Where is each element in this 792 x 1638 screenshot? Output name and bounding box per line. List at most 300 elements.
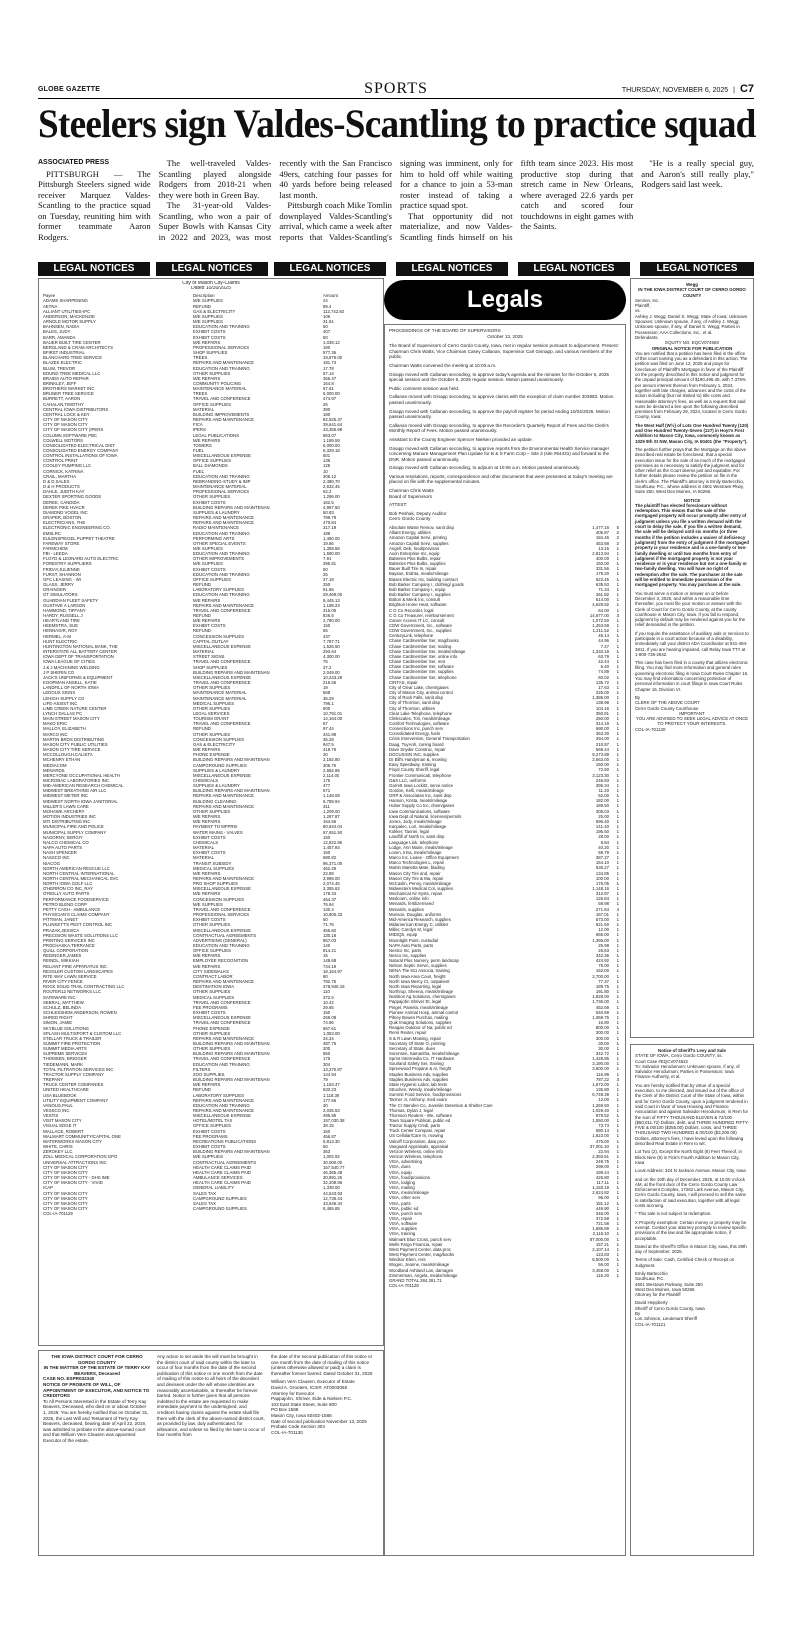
proceedings-claim-count: 1 (616, 818, 619, 824)
proceedings-claim-count: 1 (616, 1257, 619, 1263)
claims-payee: BAHNSEN, NADIA (43, 324, 80, 330)
wegg-party: Plaintiff, (635, 303, 651, 309)
claims-amount: 175 (323, 1056, 331, 1062)
claims-description: MATERIAL (193, 406, 215, 412)
proceedings-claim-count: 1 (616, 1236, 619, 1242)
proceedings-claim-count: 1 (616, 617, 619, 623)
claims-amount: 25 (323, 571, 328, 577)
claims-amount: 863.07 (323, 432, 337, 438)
claims-payee: COOLEY PUMPING LLC (43, 463, 92, 469)
claims-payee: LEHIGH SUPPLY CO (43, 695, 85, 701)
claims-description: EDUCATION AND TRAINING (193, 324, 250, 330)
proceedings-claim-count: 1 (616, 628, 619, 634)
claims-payee: SCHLESSHEM ANDERSON, ROWEN (43, 1010, 117, 1016)
proceedings-claim-count: 1 (616, 860, 619, 866)
proceedings-claim-count: 1 (616, 592, 619, 598)
proceedings-claim-amount: 45.14 (598, 633, 609, 639)
proceedings-claim-count: 1 (616, 1056, 619, 1062)
claims-amount: 61.66 (323, 587, 334, 593)
claims-amount: 1,287.87 (323, 814, 340, 820)
claims-description: M/E REPAIRS (193, 618, 221, 624)
proceedings-claim-vendor: Moonlight Point, custodial (389, 937, 438, 943)
page-number: C7 (739, 83, 754, 95)
proceedings-claim-count: 1 (616, 1190, 619, 1196)
sheriff-deputy: Lon Johnson, Lieutenant Sheriff (635, 1316, 697, 1322)
proceedings-claim-amount: 396.34 (595, 782, 609, 788)
proceedings-claim-count: 1 (616, 927, 619, 933)
claims-description: M/E SUPPLIES (193, 319, 223, 325)
claims-payee: QUILL CORPORATION (43, 948, 89, 954)
claims-amount: 29,469.00 (323, 592, 343, 598)
proceedings-paragraph: Assistant to the County Engineer Spencer Nielsen provided an update. (389, 436, 533, 442)
proceedings-claim-amount: 64.00 (598, 607, 609, 613)
claims-amount: 50 (323, 324, 328, 330)
proceedings-claim-vendor: Chase Cardmember Ser, online info (389, 653, 458, 659)
claims-payee: MASON CITY PUBLIC UTILITIES (43, 741, 108, 747)
proceedings-claim-vendor: VISA, repair (389, 1215, 413, 1221)
claims-payee: ROCK SOLID TRAIL CONTRACTING LLC (43, 984, 125, 990)
claims-payee: CITY OF MASON CITY (43, 422, 88, 428)
claims-payee: BERGLAND & CRAM ARCHITECTS (43, 344, 113, 350)
claims-payee: INTERSTATE ALL BATTERY CENTER (43, 649, 117, 655)
claims-amount: 826.5 (323, 613, 334, 618)
proceedings-claim-vendor: McCaslin, Penny, meals/mileage (389, 880, 452, 886)
claims-payee: BRUNER TREE SERVICE (43, 391, 94, 397)
claims-payee: MOTION INDUSTRIES INC (43, 814, 96, 820)
proceedings-claim-count: 1 (616, 932, 619, 938)
claims-description: CAMPGROUND SUPPLIES (193, 1205, 247, 1211)
claims-amount: 390 (323, 406, 331, 412)
claims-payee: TOTAL FILTRATION SERVICES INC (43, 1066, 114, 1072)
claims-payee: CAHALAN,TIMOTHY (43, 401, 84, 407)
claims-amount: 215.56 (323, 680, 337, 686)
proceedings-claim-vendor: Truck Center Compani, repair (389, 1128, 446, 1134)
proceedings-claim-amount: 2,107.14 (592, 1246, 609, 1252)
claims-amount: 76.94 (323, 901, 334, 907)
claims-amount: 1,358.58 (323, 545, 340, 551)
claims-payee: PRAZAK,JESSICA (43, 927, 80, 933)
proceedings-claim-vendor: Town Square Publicat, public ed (389, 1118, 451, 1123)
proceedings-claim-amount: 271.64 (595, 906, 609, 912)
claims-amount: 2,035.53 (323, 1108, 340, 1113)
proceedings-claim-vendor: Thomson Reuters - We, software (389, 1112, 452, 1118)
claims-description: REPAIRS AND MAINTENANCE (193, 793, 255, 799)
claims-amount: 2,074.46 (323, 881, 340, 887)
proceedings-claim-amount: 189.75 (595, 983, 609, 989)
claims-payee: HERMEL, A-M (43, 633, 71, 639)
proceedings-claim-vendor: Nutrition Ag Solutions, chem/gases (389, 994, 456, 1000)
claims-payee: MIDWEST METER INC (43, 793, 89, 799)
claims-payee: HAMMOND, TIFFANY (43, 607, 86, 613)
sheriff-body: Terms of Sale: Cash, Certified Check or Receipt on Judgment. (635, 1257, 735, 1268)
claims-description: COMMUNITY POLICING (193, 380, 242, 386)
proceedings-claim-vendor: Brighton Home Heat, software (389, 602, 447, 608)
claims-payee: MALLOY, ELIZABETH (43, 726, 86, 732)
proceedings-claim-vendor: GRP & Associates Inc, sanit disp (389, 793, 452, 799)
claims-payee: DEREE, CANDIDA (43, 499, 80, 505)
claims-description: MISCELLANEOUS EXPENSE (193, 1015, 252, 1021)
claims-payee: PETTY CASH - AMBULANCE (43, 906, 101, 912)
proceedings-sign: Chairman Chris Watts (389, 488, 434, 494)
claims-payee: MERCYONE OCCUPATIONAL HEALTH (43, 772, 120, 778)
article-paragraph: The 31-year-old Valdes-Scantling, who won a pair of Super Bowls with Kansas City in 2022 and 2023, was most recently with the San Francisco 49ers, catching four passes for 40 yards before being released last month. (158, 158, 392, 242)
wegg-body: This case has been filed in a county that utilizes electronic filing. You may find more information and general rules governing electronic filing in Iowa Court Rules Chapter 16. You may find information concerning protection of personal information in court filings in Iowa Court Rules Chapter 16, Division VI. (635, 660, 749, 692)
proceedings-claim-count: 1 (616, 736, 619, 742)
claims-description: M/E REPAIRS (193, 339, 221, 345)
proceedings-claim-amount: 72.60 (598, 767, 609, 773)
claims-description: HEALTH CARE CLAIMS PAID (193, 1164, 251, 1170)
proceedings-claim-count: 1 (616, 1081, 619, 1087)
proceedings-claim-count: 5 (616, 525, 619, 531)
proceedings-claim-count: 1 (616, 1030, 619, 1036)
proceedings-claim-amount: 372.58 (595, 1215, 609, 1221)
proceedings-claim-count: 1 (616, 1025, 619, 1031)
sheriff-body: X Property exemption: Certain money or property may be exempt. Contact your attorney promptly to review specific provisions of the law and file appropriate notice, if acceptable. (635, 1219, 747, 1241)
estate-col (271, 1354, 379, 1552)
claims-description: CAMPGROUND SUPPLIES (193, 762, 247, 768)
proceedings-claim-amount: 1,069.75 (592, 1014, 609, 1020)
sheriff-body: Local Address: 324 N Jackson Avenue, Mason City, Iowa (635, 1168, 746, 1174)
claims-amount: 67.81 (323, 386, 334, 392)
claims-amount: 31.51 (323, 319, 334, 325)
claims-amount: 10,805.33 (323, 912, 343, 918)
claims-description: DESTINATION IOWA (193, 984, 235, 990)
proceedings-claim-vendor: West Payment Center, data proc (389, 1246, 452, 1252)
claims-amount: 1,296.00 (323, 494, 340, 500)
proceedings-claim-vendor: VISA, food/provisions (389, 1174, 431, 1180)
claims-payee: CENTRAL LOCK & KEY (43, 411, 90, 417)
claims-payee: IOWA LEAGUE OF CITIES (43, 659, 95, 665)
proceedings-claim-vendor: Comfort Technologies, software (389, 720, 450, 726)
proceedings-claim-count: 1 (616, 772, 619, 778)
proceedings-claim-count: 1 (616, 953, 619, 958)
claims-payee: TRACTOR SUPPLY COMPANY (43, 1071, 105, 1077)
claims-amount: 577.36 (323, 350, 337, 356)
claims-amount: 2,780.00 (323, 618, 340, 624)
proceedings-claim-count: 1 (616, 1040, 619, 1046)
proceedings-claim-vendor: Clear Lake Telephone, telephone (389, 710, 452, 716)
proceedings-claim-amount: 184.46 (595, 535, 609, 541)
proceedings-claim-amount: 1,550.00 (592, 1118, 609, 1123)
proceedings-claim-vendor: NENA The 911 Associa, training (389, 968, 450, 974)
proceedings-claim-vendor: CINTAS, repair (389, 679, 418, 685)
claims-amount: 341.89 (323, 731, 337, 737)
proceedings-claim-vendor: Midwestern Medical Cor, supplies (389, 885, 454, 891)
claims-description: REPAIRS AND MAINTENANCE (193, 520, 255, 526)
claims-payee: COLWELL MOTORS (43, 437, 84, 443)
proceedings-claim-amount: 14,677.00 (589, 612, 609, 618)
proceedings-claim-amount: 100.00 (595, 875, 609, 881)
claims-payee: BRINKLEY, JEFF (43, 380, 77, 386)
wegg-sign: Cerro Gordo County Courthouse (635, 705, 699, 711)
claims-amount: 144.94 (323, 1071, 337, 1077)
proceedings-claim-amount: 1,477.16 (592, 525, 609, 531)
article-paragraph: Pittsburgh coach Mike Tomlin downplayed Valdes-Scantling's arrival, which came a week after reports that Valdes-Scantling's signing was imminent, only for him to hold off while waiting for a chance to join a 53-man roster instead of taking a practice squad spot. (279, 158, 513, 242)
proceedings-claim-amount: 2,624.82 (592, 1190, 609, 1196)
claims-payee: NORTH CENTRAL INTERNATIONAL (43, 870, 115, 876)
proceedings-claim-amount: 3,458.00 (592, 1267, 609, 1273)
proceedings-claim-amount: 3,123.30 (592, 772, 609, 778)
proceedings-claim-count: 1 (616, 978, 619, 984)
proceedings-claim-amount: 690.00 (595, 726, 609, 732)
proceedings-claim-vendor: C G Co Treasurer, reimbursement (389, 612, 454, 618)
proceedings-claim-count: 1 (616, 659, 619, 665)
claims-description: EDUCATION AND TRAINING (193, 473, 250, 479)
claims-payee: ADAMS SHARPENING (43, 298, 88, 304)
claims-description: M/E SUPPLIES (193, 561, 223, 567)
proceedings-claim-amount: 640.69 (595, 1009, 609, 1015)
proceedings-claim-amount: 345.00 (595, 1210, 609, 1216)
proceedings-claim-vendor: Renn Rexter, repair (389, 1030, 427, 1036)
claims-amount: 1,148.08 (323, 793, 340, 799)
claims-payee: COLUMN SOFTWARE PBC (43, 432, 98, 438)
claims-description: FILTERS (193, 1066, 211, 1072)
proceedings-claim-count: 1 (616, 679, 619, 685)
proceedings-claim-vendor: Consolidated Energy, fuels (389, 731, 441, 737)
legal-notices-header: LEGAL NOTICES (38, 262, 150, 276)
proceedings-claim-count: 1 (616, 674, 619, 680)
claims-description: EXHIBIT COSTS (193, 1144, 226, 1150)
claims-amount: 25 (323, 401, 328, 407)
claims-amount: 24 (323, 298, 328, 304)
claims-amount: 79 (323, 1077, 328, 1083)
claims-description: M/E REPAIRS (193, 870, 221, 876)
claims-payee: O'HERRON CO INC, RAY (43, 886, 93, 892)
proceedings-claim-count: 1 (616, 942, 619, 948)
proceedings-claim-amount: 152.00 (595, 968, 609, 974)
claims-payee: DEREK PIKE HVACR (43, 504, 85, 510)
claims-amount: 57,651.50 (323, 829, 343, 835)
proceedings-claim-vendor: North Iowa Mercy Ct, outpatient (389, 978, 450, 984)
claims-description: OTHER SUPPLIES (193, 989, 231, 995)
proceedings-claim-vendor: City of Clear Lake, chem/gases (389, 684, 449, 690)
claims-amount: 10,243.29 (323, 674, 343, 680)
claims-payee: SKYBLUE SOLUTIONS (43, 1025, 89, 1031)
claims-payee: MID-AMERICAN RESEARCH CHEMICAL (43, 783, 124, 789)
claims-amount: 792.75 (323, 979, 337, 985)
proceedings-claim-count: 1 (616, 1107, 619, 1113)
wegg-footer: COL-IA-701130 (635, 726, 666, 732)
proceedings-claim-vendor: Chase Cardmember Ser, mag/books (389, 638, 459, 644)
claims-amount: 395.81 (323, 561, 337, 567)
claims-description: EXHIBIT COSTS (193, 499, 226, 505)
claims-description: REPAIRS AND MAINTENANCE (193, 1108, 255, 1113)
proceedings-claim-amount: 1,672.00 (592, 1081, 609, 1087)
claims-payee: CITY OF MASON CITY (43, 1195, 88, 1201)
claims-amount: 82,925.37 (323, 417, 343, 423)
claims-payee: WHITE, CHRIS (43, 1144, 73, 1150)
claims-payee: DEXTER SPORTING GOODS (43, 494, 102, 500)
claims-payee: ARNOLD MOTOR SUPPLY (43, 319, 96, 325)
proceedings-claim-vendor: Clinkscales, Tori, meals/mileage (389, 715, 451, 721)
claims-payee: FARMCHEM (43, 545, 68, 551)
claims-description: EDUCATION AND TRAINING (193, 530, 250, 536)
proceedings-claim-vendor: Alliant Energy, utilities (389, 530, 431, 536)
claims-amount: 50 (323, 334, 328, 340)
claims-description: MAINTENANCE MATERIAL (193, 386, 247, 392)
proceedings-claim-amount: 6,749.39 (592, 1092, 609, 1098)
claims-payee: NAGORNY, SERGIY (43, 834, 83, 840)
claims-payee: SPLASH MULTISPORT & CUSTOM LLC (43, 1030, 122, 1036)
claims-payee: SUPREME SERVICES (43, 1051, 88, 1057)
proceedings-claim-vendor: VISA, advertising (389, 1159, 422, 1165)
claims-amount: 200 (323, 1046, 331, 1052)
claims-payee: MEDIACOM (43, 762, 67, 768)
claims-amount: 80,844.04 (323, 824, 343, 830)
claims-payee: CITY OF MASON CITY (43, 1200, 88, 1206)
claims-amount: 1,199.59 (323, 437, 340, 443)
claims-amount: 378,945.18 (323, 984, 345, 990)
claims-description: OFFICE SUPPLIES (193, 401, 231, 407)
proceedings-claim-count: 3 (616, 612, 619, 618)
proceedings-claim-amount: 52.00 (598, 793, 609, 799)
proceedings-claim-vendor: Wogen, Jeanne, meals/mileage (389, 1262, 450, 1268)
claims-payee: CITY OF MASON CITY (43, 1169, 88, 1175)
claims-amount: 188 (323, 530, 331, 536)
claims-description: CONCESSION SUPPLIES (193, 736, 245, 742)
proceedings-claim-count: 1 (616, 597, 619, 603)
claims-payee: GUSTAVE A LARSON (43, 602, 86, 608)
proceedings-claim-count: 1 (616, 793, 619, 799)
claims-amount: 19 (323, 685, 328, 691)
claims-amount: 46,365.48 (323, 1169, 343, 1175)
claims-description: MEDICAL SUPPLIES (193, 865, 235, 871)
claims-description: M/E SUPPLIES (193, 901, 223, 907)
proceedings-claim-amount: 568.44 (595, 746, 609, 752)
claims-description: LABORATORY SUPPLIES (193, 1092, 245, 1098)
claims-amount: 456.87 (323, 1133, 337, 1139)
claims-payee: GLASS, JERRY (43, 582, 74, 588)
claims-description: MAINTENANCE MATERIAL (193, 690, 247, 696)
claims-payee: FRIDAY,JULIENNE (43, 566, 80, 572)
legal-notices-header: LEGAL NOTICES (156, 262, 268, 276)
proceedings-claim-count: 1 (616, 937, 619, 943)
proceedings-claim-count: 1 (616, 1035, 619, 1041)
claims-payee: WATERWORKS MASON CITY (43, 1138, 103, 1144)
proceedings-claim-count: 1 (616, 1138, 619, 1144)
proceedings-claim-vendor: Chase Cardmember Ser, telephone (389, 674, 457, 680)
claims-description: REFUND (193, 726, 211, 732)
claims-amount: 17.78 (323, 365, 334, 371)
claims-description: EDUCATION AND TRAINING (193, 365, 250, 371)
proceedings-claim-count: 1 (616, 1272, 619, 1278)
claims-payee: ALLIANT UTILITIES-IPC (43, 308, 91, 314)
claims-payee: FURST, SHANNON (43, 571, 81, 577)
claims-payee: ANDERSON, MACKENZIE (43, 313, 95, 319)
claims-payee: NALCO CHEMICAL CO (43, 839, 89, 845)
proceedings-claim-amount: 299.00 (595, 1164, 609, 1170)
claims-amount: 568 (323, 690, 331, 696)
proceedings-claim-amount: 342.72 (595, 1050, 609, 1056)
claims-payee: PETRO BLEND CORP (43, 901, 87, 907)
claims-amount: 315.05 (323, 607, 337, 613)
claims-amount: 7.91 (323, 556, 332, 562)
claims-amount: 97.44 (323, 726, 334, 732)
claims-payee: ELECTRICIANS, THE (43, 520, 86, 526)
claims-payee: ZOLL MEDICAL CORPORATION GPO (43, 1154, 118, 1160)
claims-payee: ICAP (43, 1185, 54, 1191)
claims-payee: LEDOUX SIGNS (43, 690, 76, 696)
claims-description: EXHIBIT COSTS (193, 1010, 226, 1016)
sheriff-notice (630, 1044, 754, 1556)
claims-description: MISCELLANEOUS EXPENSE (193, 886, 252, 892)
proceedings-claim-count: 1 (616, 1195, 619, 1201)
proceedings-claim-count: 1 (616, 607, 619, 613)
proceedings-claim-amount: 104.16 (595, 705, 609, 711)
proceedings-total: GRAND TOTAL 284,391.71 (389, 1277, 442, 1283)
claims-payee: JACK'S UNIFORMS & EQUIPMENT (43, 674, 113, 680)
claims-amount: 304 (323, 1061, 331, 1067)
claims-payee: VISUAL EDGE IT (43, 1123, 77, 1129)
claims-description: OTHER SPECIAL EVENTS (193, 540, 246, 546)
proceedings-claim-vendor: C G Co Recorder, logal (389, 607, 434, 613)
proceedings-claim-count: 1 (616, 1092, 619, 1098)
proceedings-claim-count: 1 (616, 571, 619, 577)
proceedings-claim-count: 1 (616, 1179, 619, 1185)
claims-description: CHEMICALS (193, 839, 219, 845)
sheriff-state: STATE OF IOWA, Cerro Gordo COUNTY, ss. (635, 1053, 723, 1059)
proceedings-claim-amount: 25.98 (598, 942, 609, 948)
claims-amount: 6,789.94 (323, 798, 340, 804)
proceedings-claim-amount: 1,453.68 (592, 623, 609, 628)
sheriff-deputy: David Heppberty (635, 1300, 668, 1306)
proceedings-claim-count: 1 (616, 1154, 619, 1160)
claims-payee: CONTROL PRINT (43, 458, 78, 464)
claims-amount: 1,118.39 (323, 1092, 340, 1098)
legals-banner: Legals (384, 280, 626, 320)
claims-amount: 4,300.00 (323, 654, 340, 660)
proceedings-claim-amount: 1,211.52 (592, 628, 609, 634)
claims-payee: BAUER BUILT TIRE CENTER (43, 339, 101, 345)
claims-description: PROFESSIONAL SERVICES (193, 344, 250, 350)
proceedings-claim-amount: 135.80 (595, 1087, 609, 1093)
claims-description: LABORATORY SUPPLIES (193, 587, 245, 593)
proceedings-claim-amount: 453.68 (595, 540, 609, 546)
claims-description: EDUCATION AND TRAINING (193, 943, 250, 948)
proceedings-claim-count: 2 (616, 535, 619, 541)
claims-description: PHONE EXPENSE (193, 1025, 230, 1031)
claims-amount: 150 (323, 850, 331, 856)
claims-description: STREET SIGNS (193, 654, 225, 660)
claims-payee: ZEROKEY LLC (43, 1149, 73, 1155)
claims-amount: 140 (323, 943, 331, 948)
claims-amount: 125 (323, 463, 331, 469)
proceedings-claim-amount: 294.00 (595, 736, 609, 742)
sheriff-body: * This sale is not subject to redemption. (635, 1211, 712, 1217)
article-paragraph: The well-traveled Valdes-Scantling played alongside Rodgers from 2018-21 when they were both in Green Bay. (158, 158, 272, 200)
proceedings-claim-count: 1 (616, 566, 619, 572)
claims-payee: CITY OF MASON CITY - DHS IME (43, 1175, 110, 1181)
proceedings-claim-count: 1 (616, 1174, 619, 1180)
claims-description: OFFICE SUPPLIES (193, 948, 231, 954)
claims-payee: MASON CITY TIRE SERVICE (43, 747, 101, 753)
claims-payee: CITY OF MASON CITY (43, 1205, 88, 1211)
sheriff-body: Lot Two (2), Except the North Eight (8) Feet Thereof, in Block Nine (9) in Fink's Fourth Addition to Mason City, Iowa (635, 1149, 742, 1165)
claims-amount: 30 (323, 1102, 328, 1108)
claims-amount: 14,164.00 (323, 716, 343, 722)
proceedings-claim-vendor: Staples Business Adv, supplies (389, 1076, 449, 1082)
proceedings-claim-vendor: Chase Cardmember Ser, rent (389, 659, 446, 665)
claims-description: SUPPLIES & LAUNDRY (193, 783, 240, 789)
proceedings-paragraph: The Board of Supervisors of Cerro Gordo County, Iowa, met in regular session pursuant to adjournment. Present: Chairman Chris Watts, Vice Chairman Casey Callanan, Supervisor Carl Gisnapp, and various members of the public. (389, 343, 619, 360)
proceedings-claim-count: 1 (616, 1221, 619, 1227)
claims-amount: 1,053.00 (323, 1030, 340, 1036)
claims-description: EXHIBIT COSTS (193, 334, 226, 340)
claims-payee: RITE WAY LAWN SERVICE (43, 973, 97, 979)
claims-payee: MCCOLLOUGH,CALISTA (43, 752, 93, 758)
claims-amount: 180 (323, 411, 331, 417)
proceedings-claim-amount: 74.89 (598, 669, 609, 675)
